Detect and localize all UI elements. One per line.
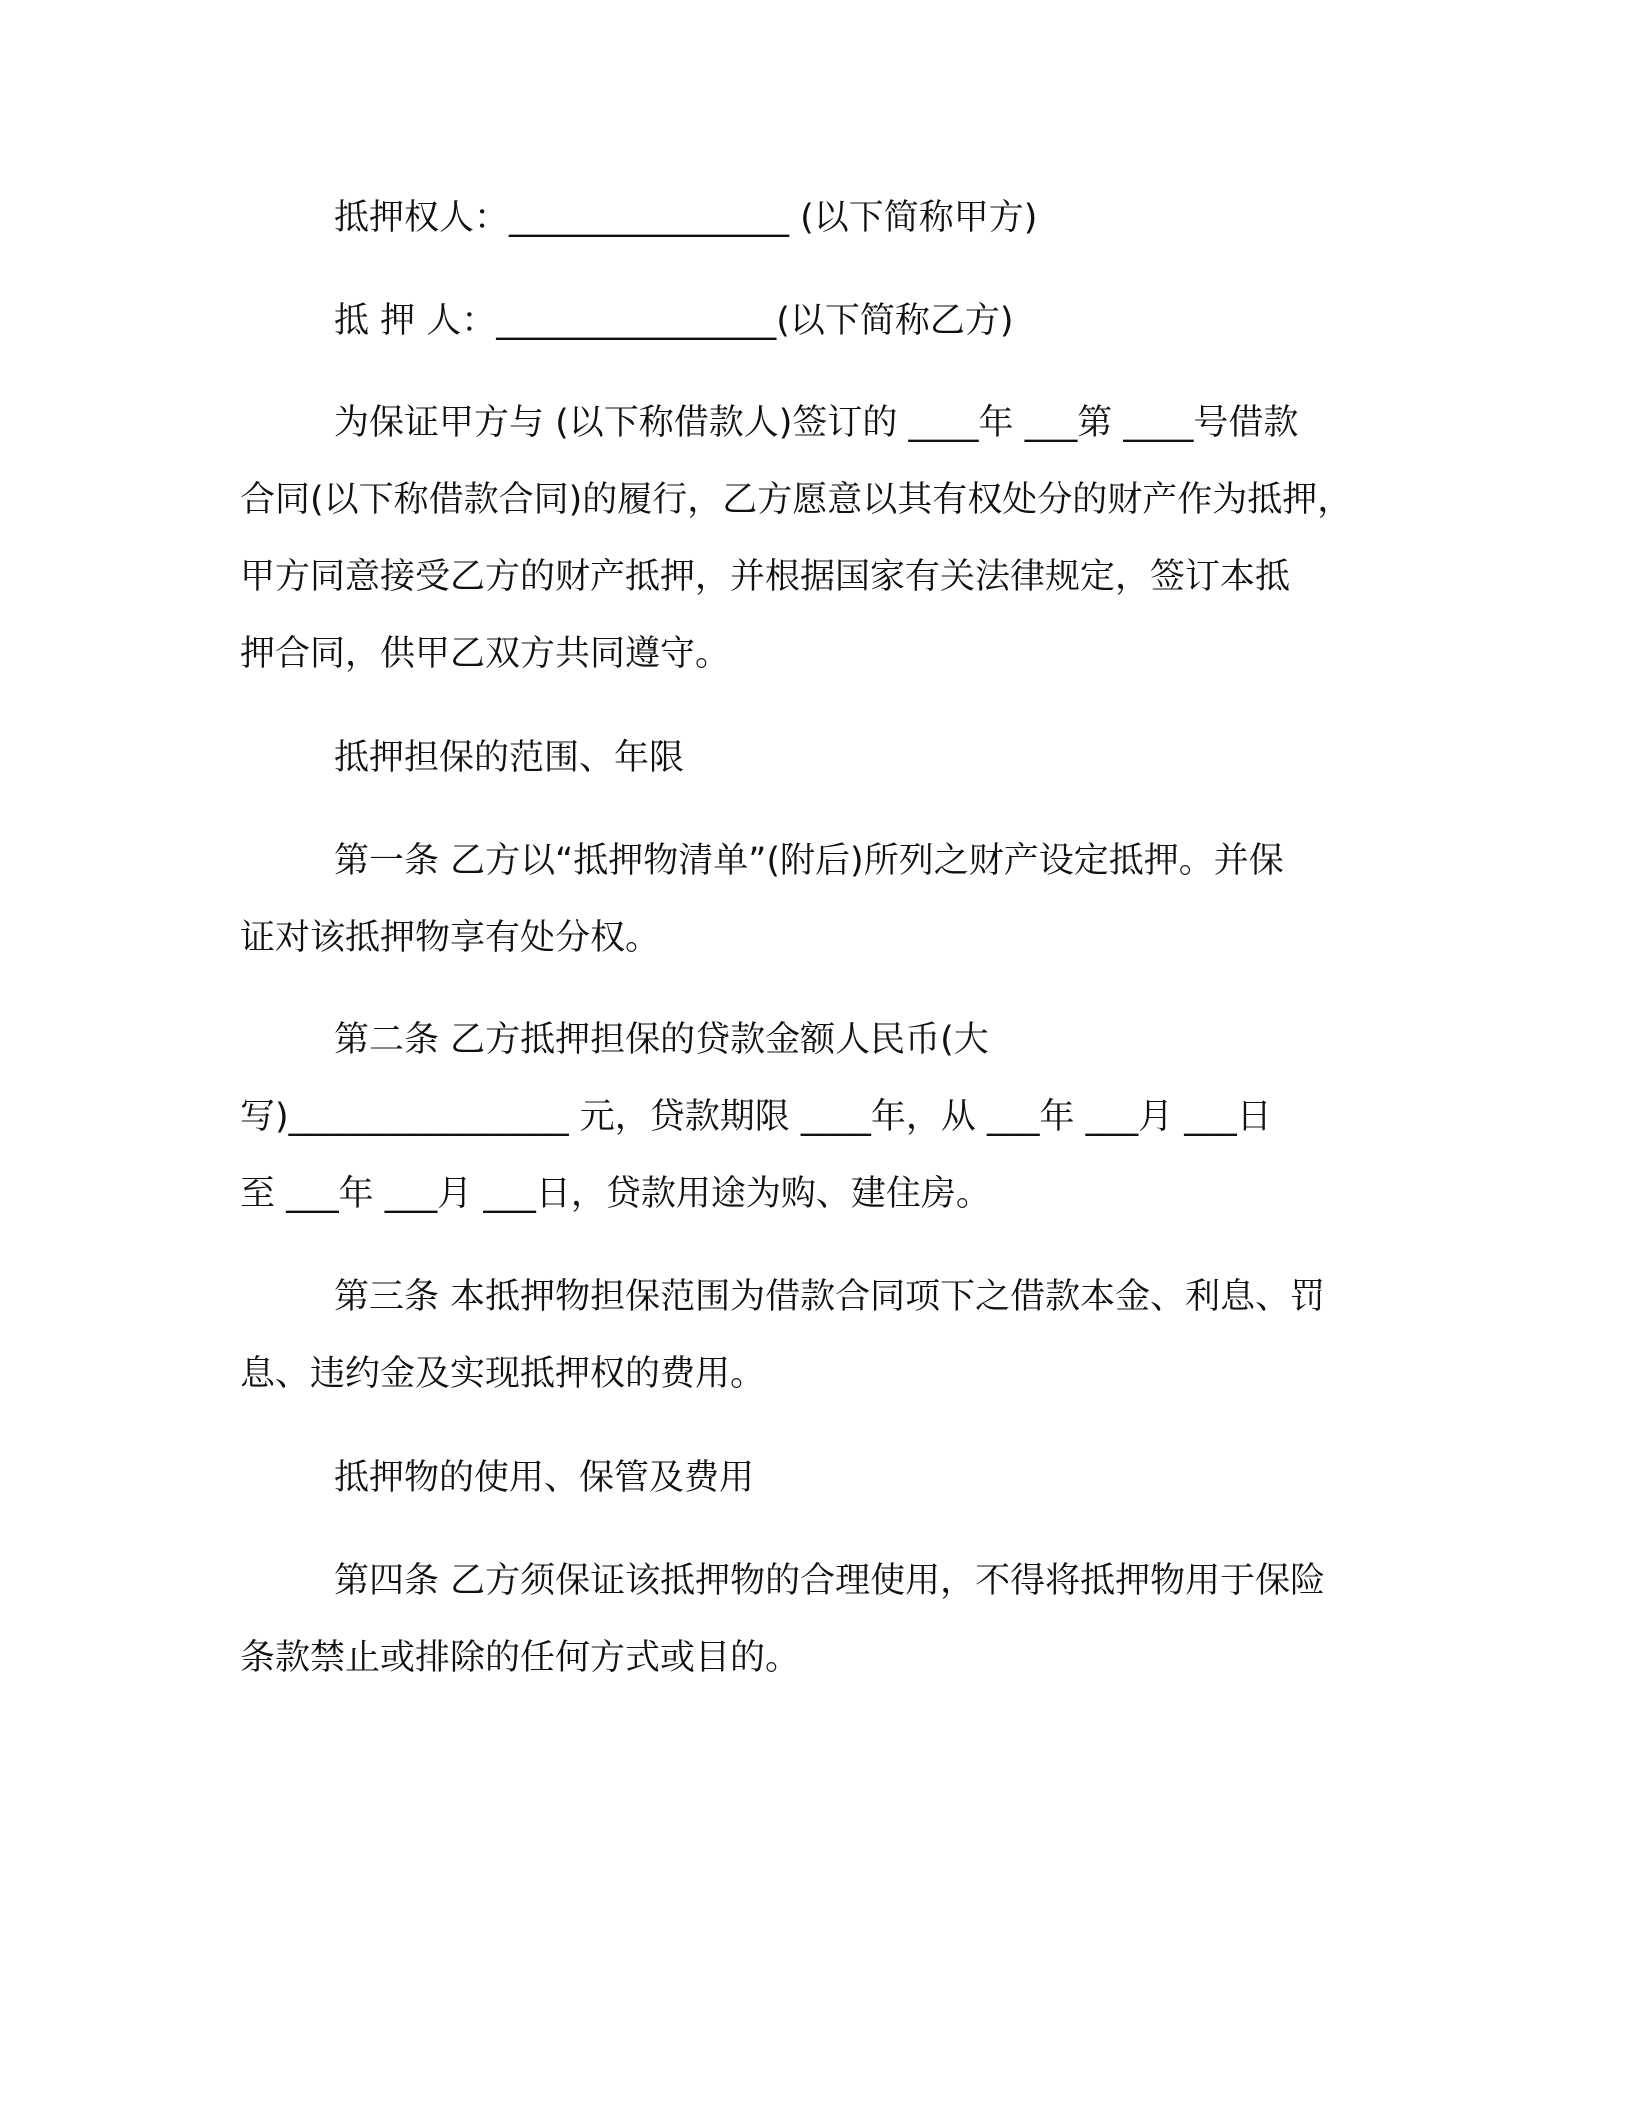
article-3-line: 息、违约金及实现抵押权的费用。 xyxy=(240,1354,766,1394)
article-1-line: 证对该抵押物享有处分权。 xyxy=(240,918,661,958)
preamble-line: 甲方同意接受乙方的财产抵押，并根据国家有关法律规定，签订本抵 xyxy=(240,557,1291,597)
article-4-line: 第四条 乙方须保证该抵押物的合理使用，不得将抵押物用于保险 xyxy=(334,1561,1326,1601)
article-3-line: 第三条 本抵押物担保范围为借款合同项下之借款本金、利息、罚 xyxy=(334,1277,1326,1317)
section-1-title-block xyxy=(240,720,1400,797)
article-2-paragraph xyxy=(240,1002,1400,1233)
article-2-line: 至 ___年 ___月 ___日，贷款用途为购、建住房。 xyxy=(240,1174,991,1214)
article-2-line: 第二条 乙方抵押担保的贷款金额人民币(大 xyxy=(334,1020,989,1060)
article-4-line: 条款禁止或排除的任何方式或目的。 xyxy=(240,1638,801,1678)
preamble-line: 押合同，供甲乙双方共同遵守。 xyxy=(240,634,731,674)
section-2-title: 抵押物的使用、保管及费用 xyxy=(334,1458,755,1498)
preamble-line: 为保证甲方与 (以下称借款人)签订的 ____年 ___第 ____号借款 xyxy=(334,403,1299,443)
section-2-title-block xyxy=(240,1440,1400,1517)
article-2-line: 写)________________ 元，贷款期限 ____年，从 ___年 ___月 ___日 xyxy=(240,1097,1272,1137)
party-a-line: 抵押权人：________________ (以下简称甲方) xyxy=(334,198,1038,238)
article-1-line: 第一条 乙方以“抵押物清单”(附后)所列之财产设定抵押。并保 xyxy=(334,841,1284,881)
party-b-line: 抵 押 人：________________(以下简称乙方) xyxy=(334,301,1014,341)
article-1-paragraph xyxy=(240,823,1400,977)
article-3-paragraph xyxy=(240,1259,1400,1413)
preamble-line: 合同(以下称借款合同)的履行，乙方愿意以其有权处分的财产作为抵押， xyxy=(240,480,1353,520)
party-a-line-block xyxy=(240,180,1400,257)
article-4-paragraph xyxy=(240,1543,1400,1697)
section-1-title: 抵押担保的范围、年限 xyxy=(334,738,685,778)
preamble-paragraph xyxy=(240,385,1400,693)
party-b-line-block xyxy=(240,283,1400,360)
